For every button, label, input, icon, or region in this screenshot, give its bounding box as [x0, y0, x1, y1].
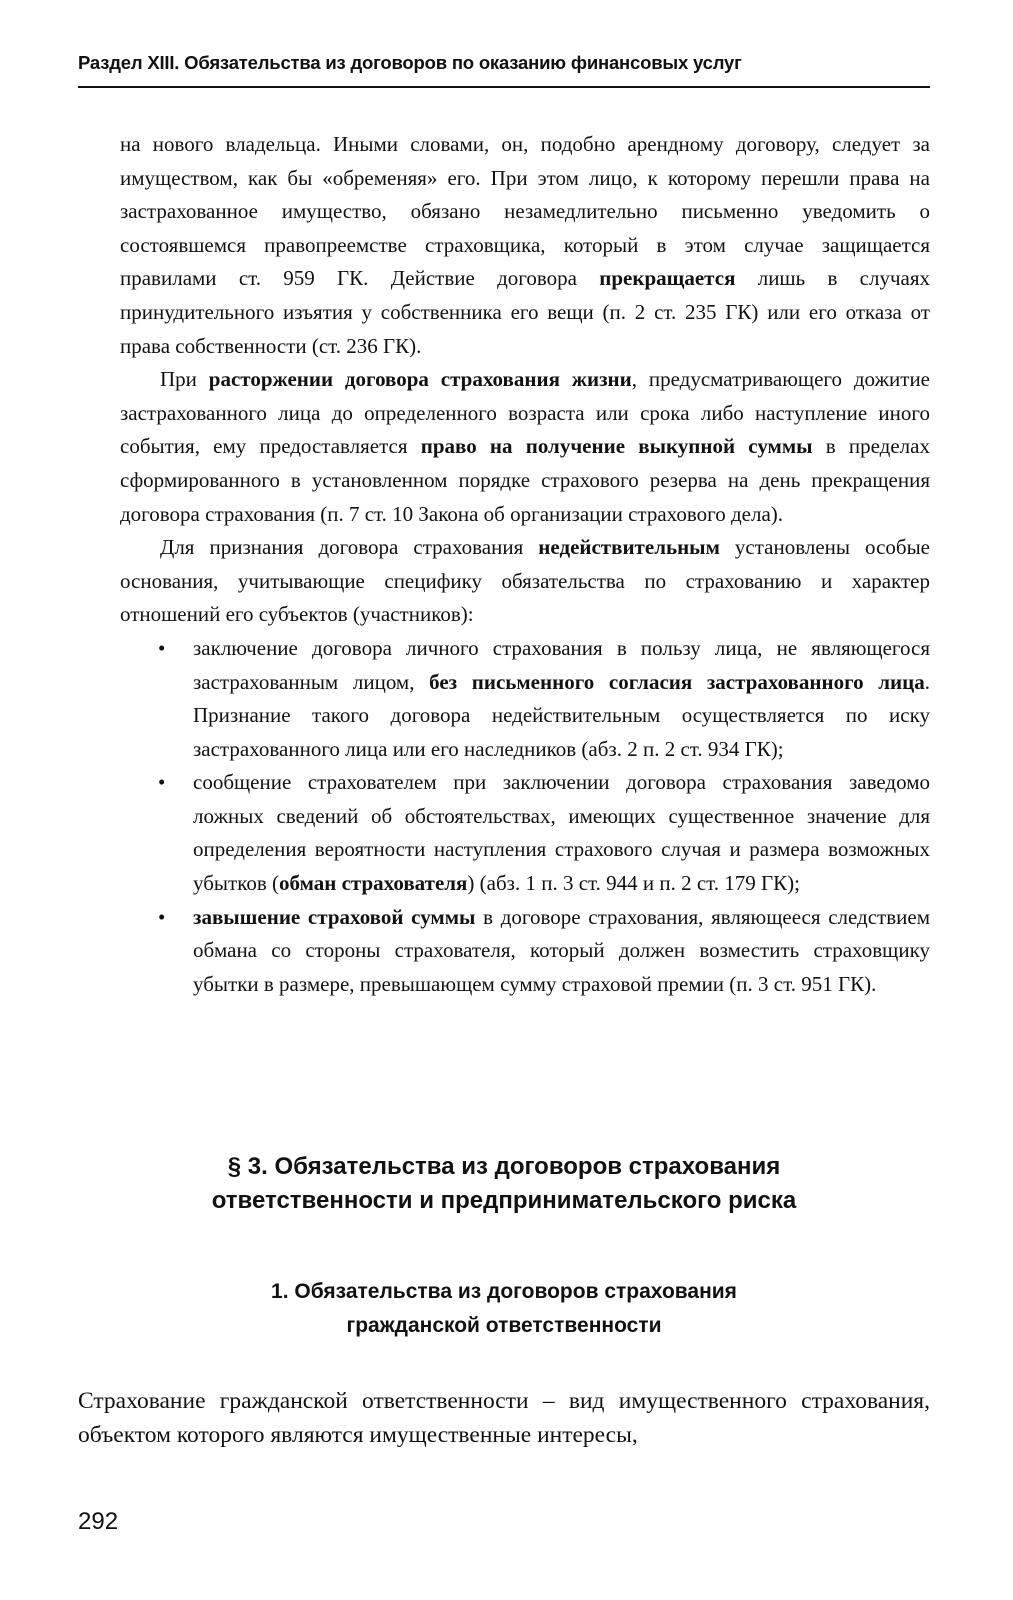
- list-item: [120, 632, 930, 766]
- paragraph-termination: [120, 363, 930, 531]
- text-run: в договоре страхования, являющееся следствием обмана со стороны страхователя, который должен возместить страховщику убытки в размере, превышающем сумму страховой премии (п. 3 ст. 951 ГК).: [193, 904, 930, 996]
- text-run: , предусматривающего дожитие застрахованного лица до определенного возраста или срока либо наступление иного события, ему предоставляется: [120, 367, 930, 459]
- section-title-line: § 3. Обязательства из договоров страхования: [227, 1153, 781, 1180]
- text-run: сообщение страхователем при заключении договора страхования заведомо ложных сведений об обстоятельствах, имеющих существенное значение для определения вероятности наступления страхового случая и размера возможных убытков (: [193, 770, 930, 896]
- bullet-marker: •: [158, 904, 166, 929]
- bold-term: расторжении договора страхования жизни: [208, 367, 632, 392]
- text-run: При: [160, 367, 209, 392]
- section-title-line: ответственности и предпринимательского риска: [211, 1187, 797, 1214]
- running-header: Раздел XIII. Обязательства из договоров по оказанию финансовых услуг: [78, 52, 742, 73]
- header-rule: [78, 86, 930, 88]
- subsection-title-line: 1. Обязательства из договоров страхования: [271, 1280, 737, 1303]
- paragraph-liability-insurance: Страхование гражданской ответственности – вид имущественного страхования, объектом которого являются имущественные интересы,: [78, 1388, 930, 1448]
- bold-term: без письменного согласия застрахованного лица: [429, 669, 925, 694]
- bullet-marker: •: [158, 770, 166, 795]
- paragraph-invalidity: [120, 531, 930, 632]
- section-title: [78, 1150, 930, 1218]
- text-run: заключение договора личного страхования в пользу лица, не являющегося застрахованным лицом,: [193, 635, 930, 694]
- body-text: [120, 128, 930, 1001]
- text-run: в пределах сформированного в установленном порядке страхового резерва на день прекращения договора страхования (п. 7 ст. 10 Закона об организации страхового дела).: [120, 434, 930, 526]
- page-number: 292: [78, 1508, 119, 1535]
- subsection-title-line: гражданской ответственности: [346, 1314, 662, 1337]
- text-run: установлены особые основания, учитывающие специфику обязательства по страхованию и характер отношений его субъектов (участников):: [120, 535, 931, 627]
- bold-term: прекращается: [599, 266, 736, 291]
- subsection-title: [78, 1275, 930, 1343]
- bold-term: право на получение выкупной суммы: [420, 434, 813, 459]
- bold-term: завышение страховой суммы: [193, 904, 476, 929]
- bullet-list: [120, 632, 930, 1002]
- text-run: лишь в случаях принудительного изъятия у собственника его вещи (п. 2 ст. 235 ГК) или его отказа от права собственности (ст. 236 ГК).: [120, 266, 930, 358]
- text-run: ) (абз. 1 п. 3 ст. 944 и п. 2 ст. 179 ГК);: [467, 871, 800, 896]
- list-item: [120, 901, 930, 1002]
- list-item: [120, 766, 930, 900]
- text-run: . Признание такого договора недействительным осуществляется по иску застрахованного лица или его наследников (абз. 2 п. 2 ст. 934 ГК);: [193, 669, 930, 761]
- text-run: Для признания договора страхования: [160, 535, 539, 560]
- bold-term: недействительным: [538, 535, 720, 560]
- bullet-marker: •: [158, 635, 166, 660]
- bold-term: обман страхователя: [279, 871, 468, 896]
- paragraph-continuation: [120, 128, 930, 363]
- text-run: на нового владельца. Иными словами, он, подобно арендному договору, следует за имуществом, как бы «обременяя» его. При этом лицо, к которому перешли права на застрахованное имущество, обязано незамедлительно письменно уведомить о состоявшемся правопреемстве страховщика, который в этом случае защищается правилами ст. 959 ГК. Действие договора: [120, 132, 930, 291]
